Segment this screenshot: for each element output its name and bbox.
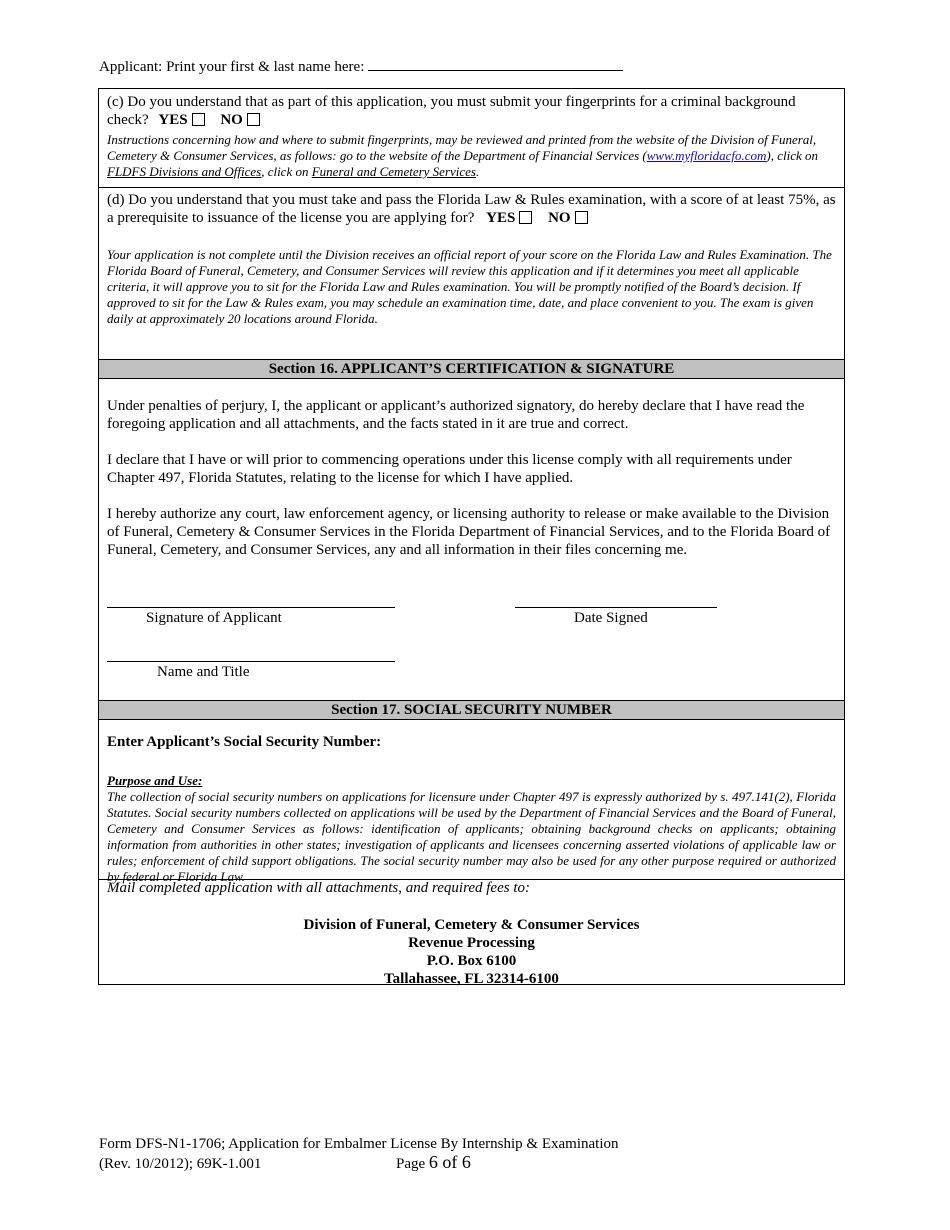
ssn-label: Enter Applicant’s Social Security Number: xyxy=(107,734,382,750)
certification-para-1: Under penalties of perjury, I, the applicant or applicant’s authorized signatory, do hereby declare that I have read the foregoing application and all attachments, and the facts stated in it are true and correct. xyxy=(107,398,805,432)
name-title-label: Name and Title xyxy=(157,664,250,680)
address-revenue: Revenue Processing xyxy=(408,935,535,951)
myfloridacfo-link[interactable]: www.myfloridacfo.com xyxy=(646,148,767,163)
no-checkbox-c[interactable] xyxy=(247,113,260,126)
question-c-text: (c) Do you understand that as part of this application, you must submit your fingerprints for a criminal background check? YES NO xyxy=(107,94,796,128)
divider xyxy=(99,187,844,188)
form-footer xyxy=(99,1134,619,1174)
question-d-text: (d) Do you understand that you must take and pass the Florida Law & Rules examination, with a score of at least 75%, as a prerequisite to issuance of the license you are applying for? YES NO xyxy=(107,192,836,226)
signature-label: Signature of Applicant xyxy=(146,610,282,626)
purpose-text: The collection of social security numbers on applications for licensure under Chapter 497 is expressly authorized by s. 497.141(2), Florida Statutes. Social security numbers collected on applications will be used by the Department of Financial Services and the Board of Funeral, Cemetery and Consumer Services as follows: identification of applicants; obtaining background checks on applicants; obtaining information from authorities in other states; investigation of applicants and licensees concerning asserted violations of applicable law or rules; enforcement of child support obligations. The social security number may also be used for any other purpose required or authorized by federal or Florida Law. xyxy=(107,789,836,884)
address-city: Tallahassee, FL 32314-6100 xyxy=(384,971,559,987)
question-d xyxy=(99,191,844,327)
fingerprint-instructions: Instructions concerning how and where to submit fingerprints, may be reviewed and printed from the website of the Division of Funeral, Cemetery & Consumer Services, as follows: go to the website of the Department of Financial Services (www.myfloridacfo.com), click on FLDFS Divisions and Offices, click on Funeral and Cemetery Services. xyxy=(107,132,819,179)
yes-label-c: YES xyxy=(158,112,188,128)
mailing-address xyxy=(99,916,844,988)
date-signed-label: Date Signed xyxy=(574,610,648,626)
name-title-line[interactable] xyxy=(107,661,395,662)
section-17-header: Section 17. SOCIAL SECURITY NUMBER xyxy=(99,700,844,720)
applicant-name-label: Applicant: Print your first & last name here: xyxy=(99,59,365,75)
address-po-box: P.O. Box 6100 xyxy=(426,953,517,969)
footer-revision: (Rev. 10/2012); 69K-1.001 xyxy=(99,1156,262,1172)
certification-para-3: I hereby authorize any court, law enforcement agency, or licensing authority to release or make available to the Division of Funeral, Cemetery & Consumer Services in the Florida Department of Financial Services, and to the Florida Board of Funeral, Cemetery, and Consumer Services, any and all information in their files concerning me. xyxy=(107,506,831,558)
footer-form-id: Form DFS-N1-1706; Application for Embalmer License By Internship & Examination xyxy=(99,1136,619,1152)
mail-intro: Mail completed application with all attachments, and required fees to: xyxy=(107,880,530,896)
yes-label-d: YES xyxy=(486,210,516,226)
signature-line[interactable] xyxy=(107,607,395,608)
certification-para-2: I declare that I have or will prior to commencing operations under this license comply with all requirements under Chapter 497, Florida Statutes, relating to the license for which I have applied. xyxy=(107,452,792,486)
page-number: Page 6 of 6 xyxy=(396,1152,471,1172)
address-division: Division of Funeral, Cemetery & Consumer Services xyxy=(303,917,640,933)
date-signed-line[interactable] xyxy=(515,607,717,608)
yes-checkbox-d[interactable] xyxy=(519,211,532,224)
purpose-title: Purpose and Use: xyxy=(107,773,203,788)
form-frame xyxy=(98,88,845,985)
applicant-name-line xyxy=(99,56,623,76)
no-label-c: NO xyxy=(220,112,243,128)
exam-note: Your application is not complete until the Division receives an official report of your score on the Florida Law and Rules Examination. The Florida Board of Funeral, Cemetery, and Consumer Services will review this application and if it determines you meet all applicable criteria, it will approve you to sit for the Florida Law and Rules examination. You will be promptly notified of the Board’s decision. If approved to sit for the Law & Rules exam, you may schedule an examination time, date, and place convenient to you. The exam is given daily at approximately 20 locations around Florida. xyxy=(107,247,832,326)
section-16-header: Section 16. APPLICANT’S CERTIFICATION & SIGNATURE xyxy=(99,359,844,379)
question-c xyxy=(99,93,844,180)
no-checkbox-d[interactable] xyxy=(575,211,588,224)
no-label-d: NO xyxy=(548,210,571,226)
yes-checkbox-c[interactable] xyxy=(192,113,205,126)
fldfs-divisions-link[interactable]: FLDFS Divisions and Offices xyxy=(107,164,262,179)
applicant-name-blank[interactable] xyxy=(368,56,623,71)
funeral-cemetery-link[interactable]: Funeral and Cemetery Services xyxy=(311,164,476,179)
